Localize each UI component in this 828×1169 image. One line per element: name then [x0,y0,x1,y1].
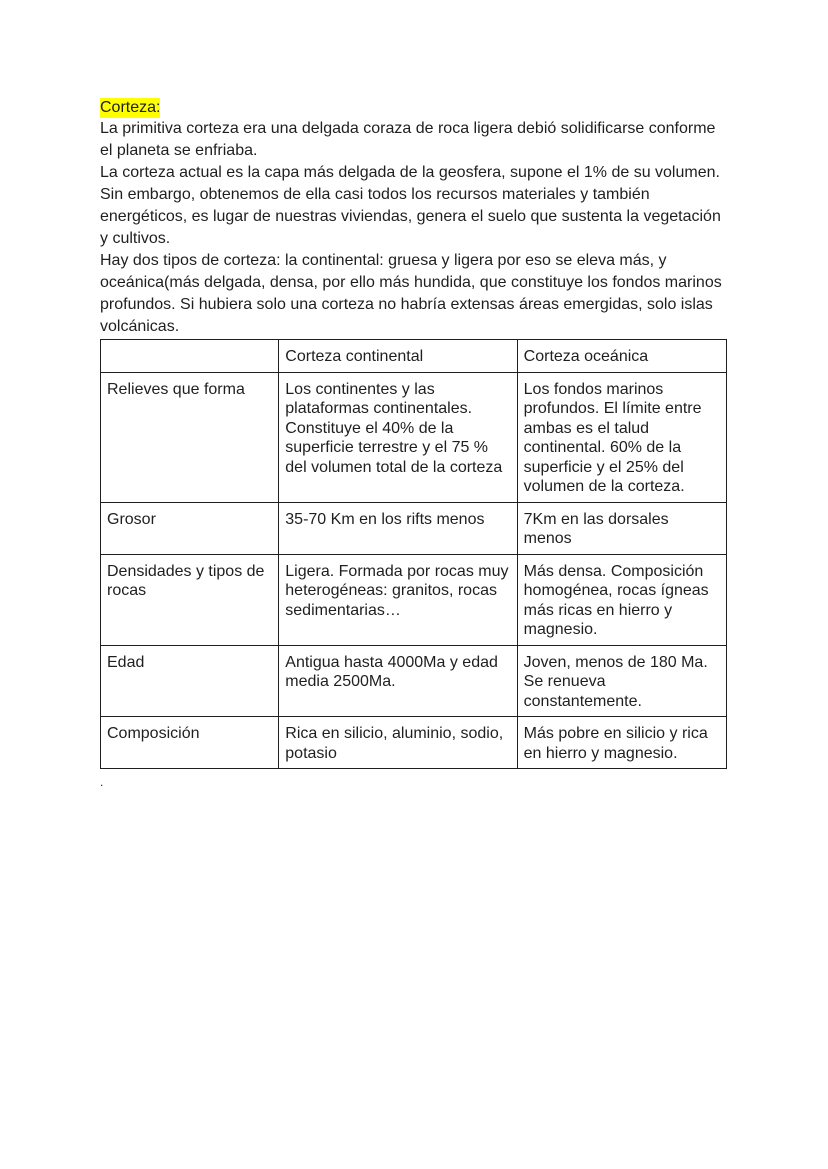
table-row-label: Relieves que forma [101,372,279,502]
table-row-label: Grosor [101,502,279,554]
paragraph-primitive-crust: La primitiva corteza era una delgada coraza de roca ligera debió solidificarse conforme el planeta se enfriaba. [100,120,716,159]
paragraph-current-crust: La corteza actual es la capa más delgada de la geosfera, supone el 1% de su volumen. Sin embargo, obtenemos de ella casi todos los recursos materiales y también energéticos, es lugar de nuestras viviendas, genera el suelo que sustenta la vegetación y cultivos. [100,164,721,247]
table-row-label: Composición [101,717,279,769]
table-header-cell [101,340,279,373]
table-cell: Joven, menos de 180 Ma. Se renueva constantemente. [517,645,726,717]
document-page [100,98,730,789]
table-row [101,717,727,769]
table-header-cell: Corteza oceánica [517,340,726,373]
table-row [101,502,727,554]
table-cell: 35-70 Km en los rifts menos [279,502,517,554]
table-cell: 7Km en las dorsales menos [517,502,726,554]
table-cell: Antigua hasta 4000Ma y edad media 2500Ma. [279,645,517,717]
paragraph-crust-types: Hay dos tipos de corteza: la continental: gruesa y ligera por eso se eleva más, y oceánica(más delgada, densa, por ello más hundida, que constituye los fondos marinos profundos. Si hubiera solo una corteza no habría extensas áreas emergidas, solo islas volcánicas. [100,252,722,335]
table-row-label: Densidades y tipos de rocas [101,554,279,645]
table-cell: Los continentes y las plataformas continentales. Constituye el 40% de la superficie terrestre y el 75 % del volumen total de la corteza [279,372,517,502]
table-row [101,372,727,502]
table-cell: Los fondos marinos profundos. El límite entre ambas es el talud continental. 60% de la superficie y el 25% del volumen de la corteza. [517,372,726,502]
trailing-period: . [100,775,104,789]
table-row-label: Edad [101,645,279,717]
table-row [101,645,727,717]
section-heading-wrapper [100,98,730,118]
table-header-cell: Corteza continental [279,340,517,373]
crust-comparison-table [100,339,727,769]
table-cell: Rica en silicio, aluminio, sodio, potasio [279,717,517,769]
section-heading: Corteza: [100,99,161,116]
table-cell: Más pobre en silicio y rica en hierro y magnesio. [517,717,726,769]
table-header-row [101,340,727,373]
table-cell: Más densa. Composición homogénea, rocas ígneas más ricas en hierro y magnesio. [517,554,726,645]
table-row [101,554,727,645]
table-cell: Ligera. Formada por rocas muy heterogéneas: granitos, rocas sedimentarias… [279,554,517,645]
